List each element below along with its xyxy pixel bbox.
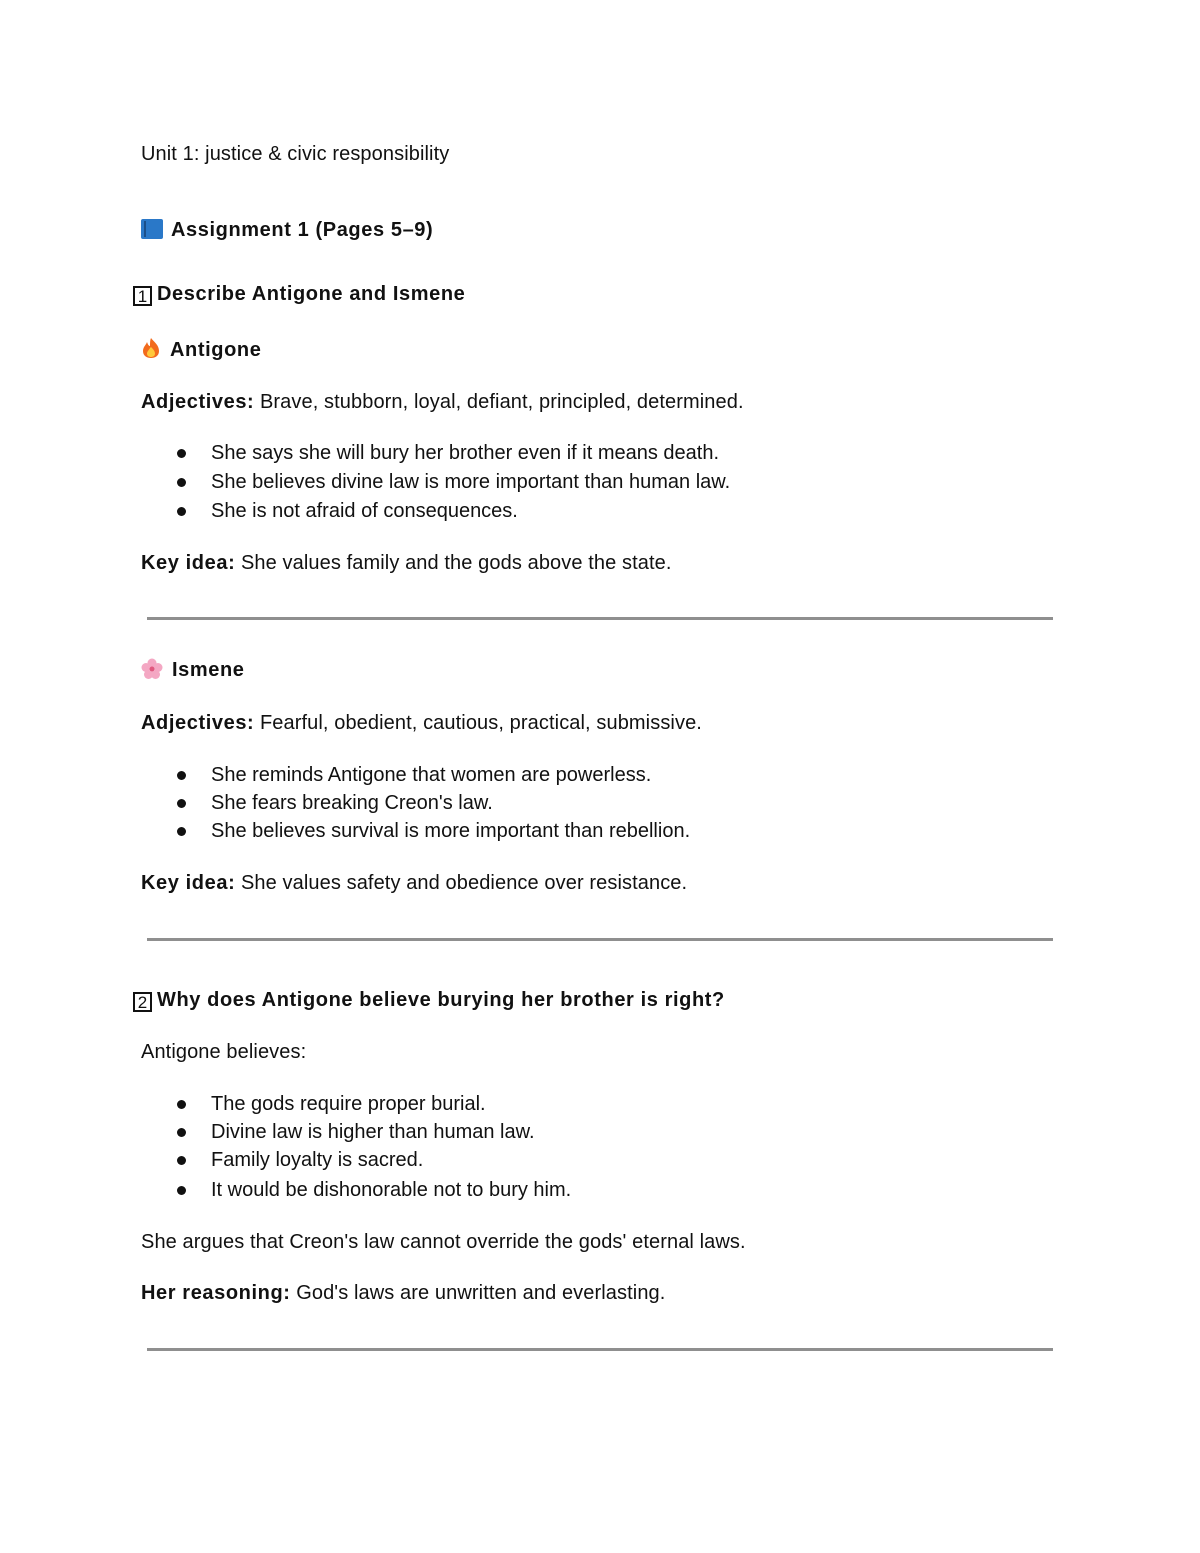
- list-item-text: She believes survival is more important than rebellion.: [211, 820, 691, 842]
- adjectives-label: Adjectives:: [141, 712, 255, 734]
- bullet-icon: [177, 1186, 186, 1195]
- key-idea-text: She values family and the gods above the state.: [235, 552, 672, 574]
- list-item-text: Family loyalty is sacred.: [211, 1149, 424, 1171]
- list-item-text: She says she will bury her brother even if it means death.: [211, 442, 720, 464]
- bullet-icon: [177, 478, 186, 487]
- list-item-text: She is not afraid of consequences.: [211, 500, 518, 522]
- bullet-icon: [177, 1128, 186, 1137]
- bullet-icon: [177, 1156, 186, 1165]
- key-idea-label: Key idea:: [141, 872, 236, 894]
- question-2-heading: [133, 986, 725, 1014]
- adjectives-text: Fearful, obedient, cautious, practical, submissive.: [254, 712, 702, 734]
- bullet-icon: [177, 1100, 186, 1109]
- ismene-adjectives: [141, 709, 702, 737]
- fire-icon: [141, 337, 161, 359]
- reasoning-label: Her reasoning:: [141, 1282, 291, 1304]
- reasoning-text: God's laws are unwritten and everlasting.: [290, 1282, 666, 1304]
- adjectives-label: Adjectives:: [141, 391, 255, 413]
- list-item-text: She fears breaking Creon's law.: [211, 792, 493, 814]
- antigone-adjectives: [141, 388, 744, 416]
- question-1-heading: [133, 280, 465, 308]
- list-item-text: She reminds Antigone that women are powerless.: [211, 764, 652, 786]
- list-item-text: The gods require proper burial.: [211, 1093, 486, 1115]
- question-2-reasoning: [141, 1279, 665, 1307]
- adjectives-text: Brave, stubborn, loyal, defiant, principled, determined.: [254, 391, 744, 413]
- antigone-key-idea: [141, 549, 672, 577]
- bullet-icon: [177, 507, 186, 516]
- question-2-title: Why does Antigone believe burying her brother is right?: [157, 989, 725, 1011]
- key-idea-text: She values safety and obedience over resistance.: [235, 872, 688, 894]
- blue-book-icon: [141, 219, 163, 239]
- bullet-icon: [177, 827, 186, 836]
- bullet-icon: [177, 449, 186, 458]
- keycap-two-icon: 2: [133, 992, 152, 1012]
- ismene-heading: [141, 656, 245, 684]
- list-item-text: It would be dishonorable not to bury him.: [211, 1179, 572, 1201]
- bullet-icon: [177, 799, 186, 808]
- question-1-title: Describe Antigone and Ismene: [157, 283, 466, 305]
- assignment-title: Assignment 1 (Pages 5–9): [171, 219, 434, 241]
- horizontal-rule: [147, 1348, 1053, 1351]
- question-2-argument: She argues that Creon's law cannot override the gods' eternal laws.: [141, 1231, 746, 1253]
- list-item-text: Divine law is higher than human law.: [211, 1121, 535, 1143]
- ismene-key-idea: [141, 869, 687, 897]
- horizontal-rule: [147, 617, 1053, 620]
- antigone-heading: [141, 336, 261, 364]
- antigone-name: Antigone: [170, 339, 262, 361]
- bullet-icon: [177, 771, 186, 780]
- keycap-one-icon: 1: [133, 286, 152, 306]
- assignment-heading: [141, 216, 433, 244]
- horizontal-rule: [147, 938, 1053, 941]
- unit-title: Unit 1: justice & civic responsibility: [141, 143, 450, 165]
- question-2-intro: Antigone believes:: [141, 1041, 307, 1063]
- cherry-blossom-icon: [141, 658, 163, 680]
- ismene-name: Ismene: [172, 659, 245, 681]
- key-idea-label: Key idea:: [141, 552, 236, 574]
- list-item-text: She believes divine law is more important than human law.: [211, 471, 731, 493]
